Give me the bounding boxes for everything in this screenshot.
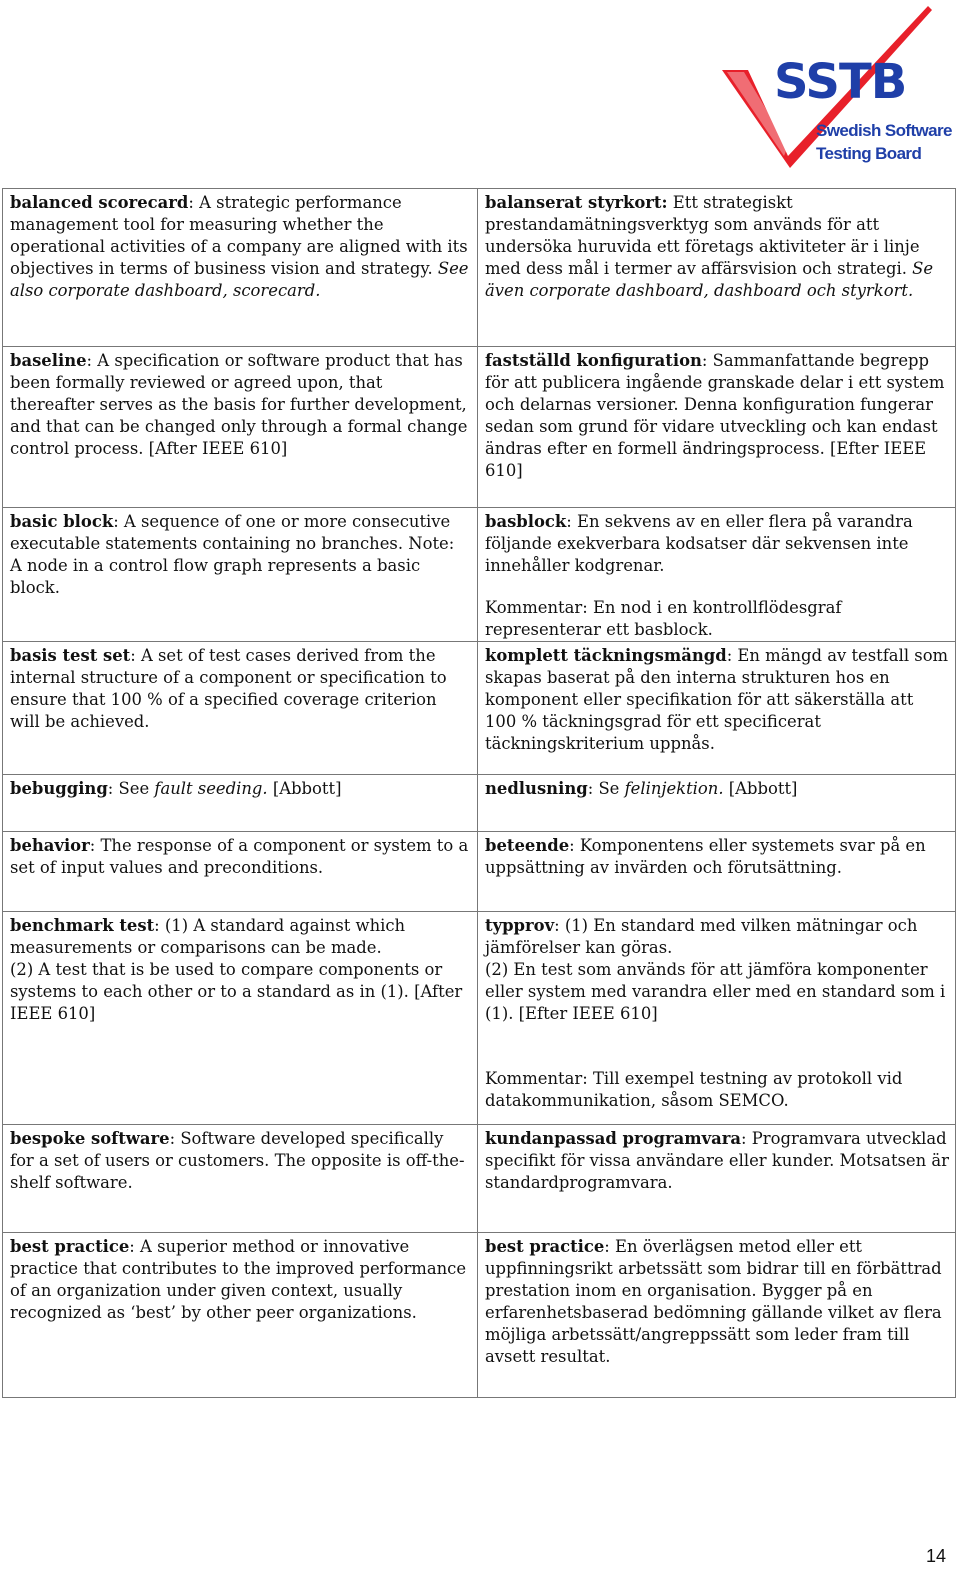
english-definition <box>3 1125 478 1233</box>
term-separator: : <box>154 916 165 935</box>
logo-name-line-1: Swedish Software <box>816 121 952 140</box>
english-definition <box>3 775 478 832</box>
logo-name-line-2: Testing Board <box>816 144 922 163</box>
definition-text-2: (2) En test som används för att jämföra komponenter eller system med varandra eller med en standard som i (1). [Efter IEEE 610] <box>485 960 946 1023</box>
term: benchmark test <box>10 916 155 935</box>
definition-text: Komponentens eller systemets svar på en uppsättning av invärden och förutsättning. <box>485 836 926 877</box>
table-row <box>3 1125 956 1233</box>
definition-text-2: (2) A test that is be used to compare components or systems to each other or to a standard as in (1). [After IEEE 610] <box>10 960 463 1023</box>
term-separator: : <box>89 836 101 855</box>
definition-text: A strategic performance management tool for measuring whether the operational activities of a company are aligned with its objectives in terms of business vision and strategy. <box>10 193 468 278</box>
english-definition <box>3 1233 478 1398</box>
term-separator: : <box>587 779 599 798</box>
term-separator: : <box>169 1129 181 1148</box>
term: baseline <box>10 351 87 370</box>
cross-reference: felinjektion. <box>624 779 724 798</box>
term: beteende <box>485 836 570 855</box>
see-also: Se även corporate dashboard, dashboard och styrkort. <box>485 259 934 300</box>
definition-text: See <box>118 779 155 798</box>
term-separator: : <box>726 646 738 665</box>
swedish-definition <box>478 1125 956 1233</box>
source-reference: [Abbott] <box>267 779 342 798</box>
definition-text: A specification or software product that has been formally reviewed or agreed upon, that thereafter serves as the basis for further development, and that can be changed only through a formal change control process. [After IEEE 610] <box>10 351 468 458</box>
definition-text: Sammanfattande begrepp för att publicera ingående granskade delar i ett system och delarnas versioner. Denna konfiguration fungerar sedan som grund för vidare utveckling och kan endast ändras efter en formell ändringsprocess. [Efter IEEE 610] <box>485 351 945 480</box>
term: basis test set <box>10 646 131 665</box>
table-row <box>3 189 956 347</box>
swedish-definition <box>478 347 956 508</box>
english-definition <box>3 189 478 347</box>
table-row <box>3 347 956 508</box>
sstb-logo <box>718 6 954 168</box>
swedish-definition <box>478 832 956 912</box>
swedish-definition <box>478 508 956 642</box>
term-separator: : <box>86 351 98 370</box>
term-separator: : <box>566 512 577 531</box>
definition-text: A sequence of one or more consecutive executable statements containing no branches. Note: A node in a control flow graph represents a basic block. <box>10 512 455 597</box>
comment-note: Kommentar: En nod i en kontrollflödesgraf representerar ett basblock. <box>485 598 842 639</box>
swedish-definition <box>478 642 956 775</box>
term-separator: : <box>604 1237 616 1256</box>
term: basblock <box>485 512 567 531</box>
term-separator: : <box>188 193 200 212</box>
definition-text: Ett strategiskt prestandamätningsverktyg som används för att undersöka huruvida ett företags aktiviteter är i linje med dess mål i termer av affärsvision och strategi. <box>485 193 920 278</box>
glossary-table <box>2 188 956 1398</box>
table-row <box>3 832 956 912</box>
table-row <box>3 508 956 642</box>
definition-text: En mängd av testfall som skapas baserat på den interna strukturen hos en komponent eller specifikation för att säkerställa att 100 % täckningsgrad för ett specificerat täckningskriterium uppnås. <box>485 646 949 753</box>
term: bebugging <box>10 779 108 798</box>
see-also: See also corporate dashboard, scorecard. <box>10 259 469 300</box>
table-row <box>3 775 956 832</box>
definition-text: (1) En standard med vilken mätningar och jämförelser kan göras. <box>485 916 918 957</box>
definition-text: En sekvens av en eller flera på varandra följande exekverbara kodsatser där sekvensen inte innehåller kodgrenar. <box>485 512 913 575</box>
term-separator: : <box>130 646 141 665</box>
english-definition <box>3 347 478 508</box>
term: nedlusning <box>485 779 588 798</box>
table-row <box>3 1233 956 1398</box>
comment-note: Kommentar: Till exempel testning av protokoll vid datakommunikation, såsom SEMCO. <box>485 1069 903 1110</box>
term: balanced scorecard <box>10 193 189 212</box>
definition-text: A set of test cases derived from the internal structure of a component or specification to ensure that 100 % of a specified coverage criterion will be achieved. <box>10 646 447 731</box>
logo-abbreviation: SSTB <box>774 54 907 110</box>
term-separator: : <box>569 836 580 855</box>
definition-text: A superior method or innovative practice that contributes to the improved performance of an organization under given context, usually recognized as ‘best’ by other peer organizations. <box>10 1237 467 1322</box>
definition-text: Software developed specifically for a set of users or customers. The opposite is off-the-shelf software. <box>10 1129 465 1192</box>
term: balanserat styrkort: <box>485 193 668 212</box>
definition-text: En överlägsen metod eller ett uppfinningsrikt arbetssätt som bidrar till en förbättrad prestation inom en organisation. Bygger på en erfarenhetsbaserad bedömning gällande vilket av flera möjliga arbetssätt/angreppssätt som leder fram till avsett resultat. <box>485 1237 942 1366</box>
term-separator: : <box>107 779 119 798</box>
term: best practice <box>10 1237 130 1256</box>
english-definition <box>3 642 478 775</box>
term: basic block <box>10 512 114 531</box>
term: komplett täckningsmängd <box>485 646 727 665</box>
term-separator: : <box>554 916 565 935</box>
table-row <box>3 912 956 1125</box>
term: bespoke software <box>10 1129 170 1148</box>
term-separator: : <box>129 1237 141 1256</box>
table-row <box>3 642 956 775</box>
swedish-definition <box>478 912 956 1125</box>
definition-text: Programvara utvecklad specifikt för vissa användare eller kunder. Motsatsen är standardprogramvara. <box>485 1129 950 1192</box>
term: best practice <box>485 1237 605 1256</box>
term: typprov <box>485 916 555 935</box>
term-separator: : <box>701 351 713 370</box>
term: behavior <box>10 836 90 855</box>
swedish-definition <box>478 775 956 832</box>
cross-reference: fault seeding. <box>154 779 268 798</box>
english-definition <box>3 912 478 1125</box>
swedish-definition <box>478 189 956 347</box>
definition-text: The response of a component or system to a set of input values and preconditions. <box>10 836 469 877</box>
english-definition <box>3 508 478 642</box>
term: kundanpassad programvara <box>485 1129 741 1148</box>
term-separator: : <box>113 512 124 531</box>
english-definition <box>3 832 478 912</box>
term: fastställd konfiguration <box>485 351 702 370</box>
swedish-definition <box>478 1233 956 1398</box>
page-number: 14 <box>925 1546 946 1566</box>
definition-text: Se <box>598 779 625 798</box>
definition-text: (1) A standard against which measurements or comparisons can be made. <box>10 916 406 957</box>
source-reference: [Abbott] <box>723 779 798 798</box>
term-separator: : <box>741 1129 752 1148</box>
